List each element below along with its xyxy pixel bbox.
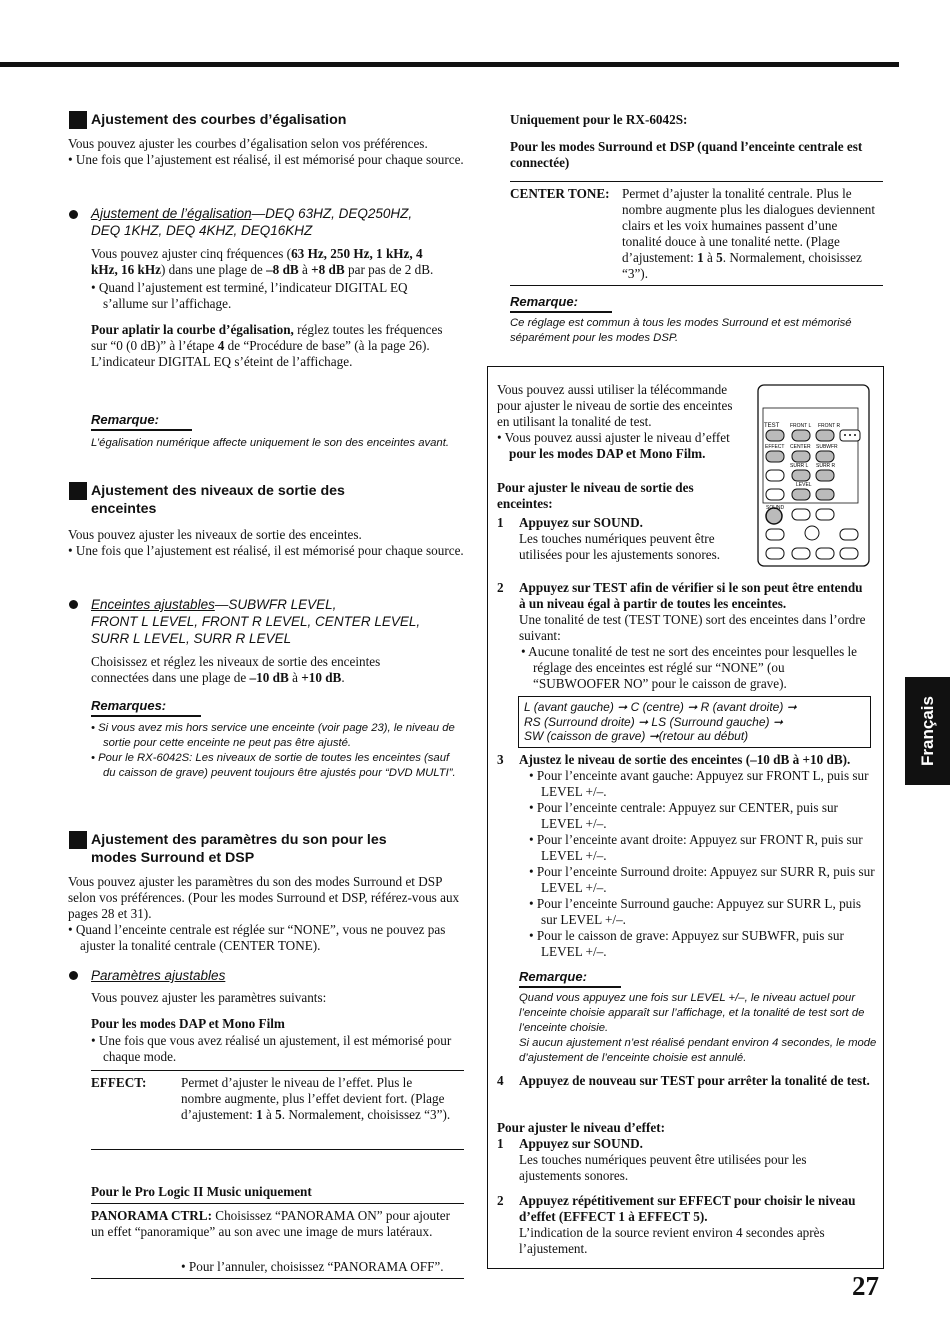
- svg-text:SOUND: SOUND: [766, 505, 785, 511]
- sound-intro: Vous pouvez ajuster les paramètres du son des modes Surround et DSP selon vos préférences. (Pour les modes Surround et DSP, référez-vous aux pages 28 et 31). • Quand l’enceinte centrale est réglée sur “NONE”, vous ne pouvez pas ajuster la tonalité centrale (CENTER TONE).: [68, 874, 460, 953]
- remark-underline: [510, 311, 612, 313]
- remark-underline: [91, 715, 201, 717]
- section-marker: [69, 831, 87, 849]
- svg-text:SURR R: SURR R: [816, 463, 836, 469]
- remote-control-illustration: [756, 383, 871, 568]
- effect-term: EFFECT:: [91, 1075, 147, 1090]
- step-number: 4: [497, 1073, 504, 1088]
- dap-note: • Une fois que vous avez réalisé un ajustement, il est mémorisé pour chaque mode.: [91, 1033, 452, 1064]
- levels-range: Choisissez et réglez les niveaux de sortie des enceintes connectées dans une plage de –10 dB à +10 dB.: [91, 654, 381, 685]
- remark-heading: Remarque:: [510, 294, 578, 309]
- pl2-heading: Pour le Pro Logic II Music uniquement: [91, 1184, 312, 1199]
- remark-underline: [519, 986, 621, 988]
- levels-intro: Vous pouvez ajuster les niveaux de sortie des enceintes. • Une fois que l’ajustement est réalisé, il est mémorisé pour chaque source.: [68, 527, 464, 558]
- center-tone-desc: Permet d’ajuster la tonalité centrale. Plus le nombre augmente plus les dialogues deviennent clairs et les voix humaines passent d’une tonalité douce à une tonalité nette. (Plage d’ajustement: 1 à 5. Normalement, choisissez “3”).: [622, 186, 876, 281]
- remarks-text: • Si vous avez mis hors service une enceinte (voir page 23), le niveau de sortie pour cette enceinte ne peut pas être ajusté. • Pour le RX-6042S: Les niveaux de sortie de toutes les enceintes (sauf du caisson de grave) peuvent toujours être ajustés pour “DVD MULTI”.: [91, 722, 456, 779]
- svg-text:TEST: TEST: [764, 423, 780, 429]
- svg-text:CENTER: CENTER: [790, 444, 811, 450]
- effect-step1: Appuyez sur SOUND. Les touches numériques peuvent être utilisées pour les ajustements sonores.: [519, 1136, 807, 1183]
- remark-text: Ce réglage est commun à tous les modes Surround et est mémorisé séparément pour les modes DSP.: [510, 317, 852, 344]
- bullet-dot: [69, 971, 78, 980]
- remark-text: Quand vous appuyez une fois sur LEVEL +/–, le niveau actuel pour l’enceinte choisie apparaît sur l’affichage, et la tonalité de test sort de l’enceinte choisie. Si aucun ajustement n’est réalisé pendant environ 4 secondes, le mode d’ajustement de l’enceinte choisie est annulé.: [519, 992, 877, 1064]
- dap-heading: Pour les modes DAP et Mono Film: [91, 1016, 285, 1031]
- eq-subheading: Ajustement de l’égalisation—DEQ 63HZ, DEQ250HZ, DEQ 1KHZ, DEQ 4KHZ, DEQ16KHZ: [91, 206, 413, 238]
- remark-heading: Remarque:: [91, 412, 159, 427]
- svg-text:FRONT L: FRONT L: [790, 423, 812, 429]
- remark-underline: [91, 429, 192, 431]
- step-number: 2: [497, 1193, 504, 1208]
- top-rule: [0, 62, 899, 67]
- language-tab: Français: [905, 677, 950, 785]
- svg-text:SURR L: SURR L: [790, 463, 809, 469]
- params-subheading: Paramètres ajustables: [91, 968, 226, 983]
- levels-subheading: Enceintes ajustables—SUBWFR LEVEL, FRONT L LEVEL, FRONT R LEVEL, CENTER LEVEL, SURR L LEVEL, SURR R LEVEL: [91, 597, 421, 646]
- effect-desc: Permet d’ajuster le niveau de l’effet. Plus le nombre augmente, plus l’effet devient fort. (Plage d’ajustement: 1 à 5. Normalement, choisissez “3”).: [181, 1075, 451, 1122]
- step3: Ajustez le niveau de sortie des enceintes (–10 dB à +10 dB). • Pour l’enceinte avant gauche: Appuyez sur FRONT L, puis sur LEVEL +/–. • Pour l’enceinte centrale: Appuyez sur CENTER, puis sur LEVEL +/–. • Pour l’enceinte avant droite: Appuyez sur FRONT R, puis sur LEVEL +/–. • Pour l’enceinte Surround droite: Appuyez sur SURR R, puis sur LEVEL +/–. • Pour l’enceinte Surround gauche: Appuyez sur SURR L, puis sur LEVEL +/–. • Pour le caisson de grave: Appuyez sur SUBWFR, puis sur LEVEL +/–.: [519, 752, 875, 959]
- step-number: 1: [497, 515, 504, 530]
- rule: [91, 1203, 464, 1204]
- effect-level-heading: Pour ajuster le niveau d’effet:: [497, 1120, 665, 1135]
- section-title-sound: Ajustement des paramètres du son pour les modes Surround et DSP: [91, 832, 387, 866]
- only-rx-heading: Uniquement pour le RX-6042S:: [510, 112, 688, 127]
- svg-text:LEVEL: LEVEL: [796, 482, 812, 488]
- svg-text:EFFECT: EFFECT: [765, 444, 785, 450]
- rule: [510, 181, 883, 182]
- step4: Appuyez de nouveau sur TEST pour arrêter la tonalité de test.: [519, 1073, 870, 1088]
- section-marker: [69, 482, 87, 500]
- rule: [91, 1278, 464, 1279]
- bullet-dot: [69, 600, 78, 609]
- step2: Appuyez sur TEST afin de vérifier si le son peut être entendu à un niveau égal à partir de toutes les enceintes. Une tonalité de test (TEST TONE) sort des enceintes dans l’ordre suivant: • Aucune tonalité de test ne sort des enceintes pour lesquelles le réglage des enceintes est réglé sur “NONE” (ou “SUBWOOFER NO” pour le caisson de grave).: [519, 580, 866, 691]
- center-tone-term: CENTER TONE:: [510, 186, 610, 201]
- modes-heading: Pour les modes Surround et DSP (quand l’enceinte centrale est connectée): [510, 139, 863, 170]
- step-number: 3: [497, 752, 504, 767]
- section-title-levels: Ajustement des niveaux de sortie des enceintes: [91, 483, 345, 517]
- section-title-eq: Ajustement des courbes d’égalisation: [91, 112, 347, 128]
- eq-intro: Vous pouvez ajuster les courbes d’égalisation selon vos préférences. • Une fois que l’ajustement est réalisé, il est mémorisé pour chaque source.: [68, 136, 464, 167]
- params-intro: Vous pouvez ajuster les paramètres suivants:: [91, 990, 327, 1005]
- panorama-desc: PANORAMA CTRL: Choisissez “PANORAMA ON” pour ajouter un effet “panoramique” au son avec une image de murs latéraux.: [91, 1208, 450, 1239]
- rule: [91, 1070, 464, 1071]
- section-marker: [69, 111, 87, 129]
- svg-text:FRONT R: FRONT R: [818, 423, 841, 429]
- panorama-off: • Pour l’annuler, choisissez “PANORAMA OFF”.: [181, 1259, 444, 1274]
- rule: [91, 1149, 464, 1150]
- speaker-level-heading: Pour ajuster le niveau de sortie des enceintes:: [497, 480, 694, 511]
- remarks-heading: Remarques:: [91, 698, 167, 713]
- eq-frequencies: Vous pouvez ajuster cinq fréquences (63 Hz, 250 Hz, 1 kHz, 4 kHz, 16 kHz) dans une plage de –8 dB à +8 dB par pas de 2 dB. • Quand l’ajustement est terminé, l’indicateur DIGITAL EQ s’allume sur l’affichage. Pour aplatir la courbe d’égalisation, réglez toutes les fréquences sur “0 (0 dB)” à l’étape 4 de “Procédure de base” (à la page 26). L’indicateur DIGITAL EQ s’éteint de l’affichage.: [91, 246, 443, 369]
- tone-sequence: L (avant gauche) ➞ C (centre) ➞ R (avant droite) ➞ RS (Surround droite) ➞ LS (Surround gauche) ➞ SW (caisson de grave) ➞(retour au début): [524, 700, 797, 743]
- step-number: 1: [497, 1136, 504, 1151]
- effect-step2: Appuyez répétitivement sur EFFECT pour choisir le niveau d’effet (EFFECT 1 à EFFECT 5). L’indication de la source revient environ 4 secondes après l’ajustement.: [519, 1193, 856, 1256]
- page-number: 27: [852, 1271, 879, 1301]
- rule: [510, 285, 883, 286]
- box-intro: Vous pouvez aussi utiliser la télécommande pour ajuster le niveau de sortie des enceintes en utilisant la tonalité de test. • Vous pouvez aussi ajuster le niveau d’effet pour les modes DAP et Mono Film.: [497, 382, 733, 461]
- step1: Appuyez sur SOUND. Les touches numériques peuvent être utilisées pour les ajustements sonores.: [519, 515, 721, 562]
- bullet-dot: [69, 210, 78, 219]
- remark-text: L’égalisation numérique affecte uniquement le son des enceintes avant.: [91, 437, 449, 449]
- step-number: 2: [497, 580, 504, 595]
- remark-heading: Remarque:: [519, 969, 587, 984]
- svg-text:SUBWFR: SUBWFR: [816, 444, 838, 450]
